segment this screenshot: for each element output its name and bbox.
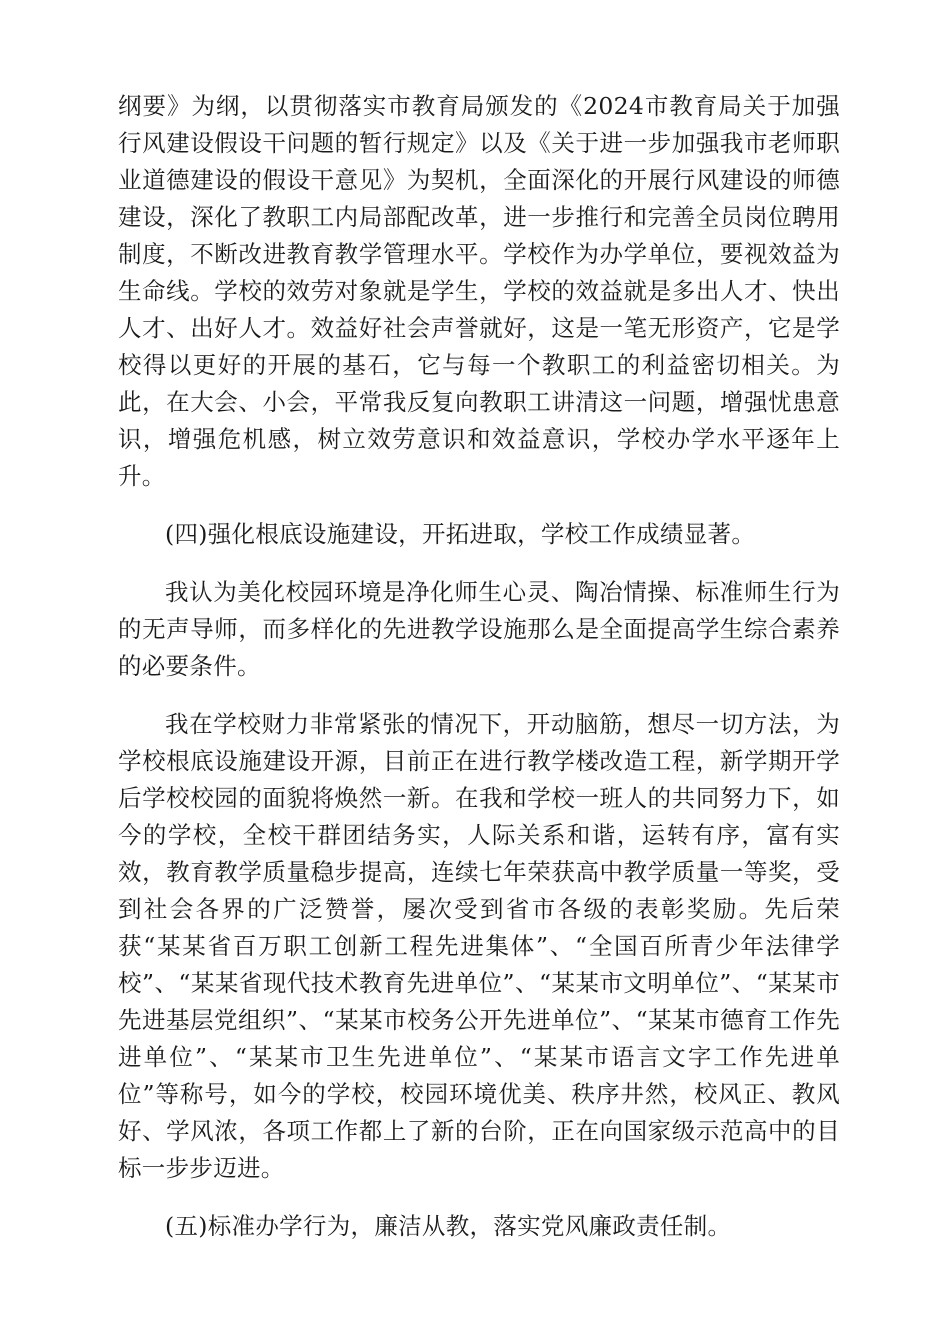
section-heading-five: (五)标准办学行为，廉洁从教，落实党风廉政责任制。	[165, 1212, 732, 1240]
section-heading-four: (四)强化根底设施建设，开拓进取，学校工作成绩显著。	[165, 520, 756, 548]
document-body	[118, 88, 840, 1266]
paragraph-achievements: 我在学校财力非常紧张的情况下，开动脑筋，想尽一切方法，为学校根底设施建设开源，目前正在进行教学楼改造工程，新学期开学后学校校园的面貌将焕然一新。在我和学校一班人的共同努力下，如今的学校，全校干群团结务实，人际关系和谐，运转有序，富有实效，教育教学质量稳步提高，连续七年荣获高中教学质量一等奖，受到社会各界的广泛赞誉，屡次受到省市各级的表彰奖励。先后荣获“某某省百万职工创新工程先进集体”、“全国百所青少年法律学校”、“某某省现代技术教育先进单位”、“某某市文明单位”、“某某市先进基层党组织”、“某某市校务公开先进单位”、“某某市德育工作先进单位”、“某某市卫生先进单位”、“某某市语言文字工作先进单位”等称号，如今的学校，校园环境优美、秩序井然，校风正、教风好、学风浓，各项工作都上了新的台阶，正在向国家级示范高中的目标一步步迈进。	[118, 710, 840, 1182]
paragraph-continued: 纲要》为纲，以贯彻落实市教育局颁发的《2024市教育局关于加强行风建设假设干问题的暂行规定》以及《关于进一步加强我市老师职业道德建设的假设干意见》为契机，全面深化的开展行风建设的师德建设，深化了教职工内局部配改革，进一步推行和完善全员岗位聘用制度，不断改进教育教学管理水平。学校作为办学单位，要视效益为生命线。学校的效劳对象就是学生，学校的效益就是多出人才、快出人才、出好人才。效益好社会声誉就好，这是一笔无形资产，它是学校得以更好的开展的基石，它与每一个教职工的利益密切相关。为此，在大会、小会，平常我反复向教职工讲清这一问题，增强忧患意识，增强危机感，树立效劳意识和效益意识，学校办学水平逐年上升。	[118, 92, 840, 490]
paragraph-campus-environment: 我认为美化校园环境是净化师生心灵、陶冶情操、标准师生行为的无声导师，而多样化的先进教学设施那么是全面提高学生综合素养的必要条件。	[118, 578, 840, 680]
